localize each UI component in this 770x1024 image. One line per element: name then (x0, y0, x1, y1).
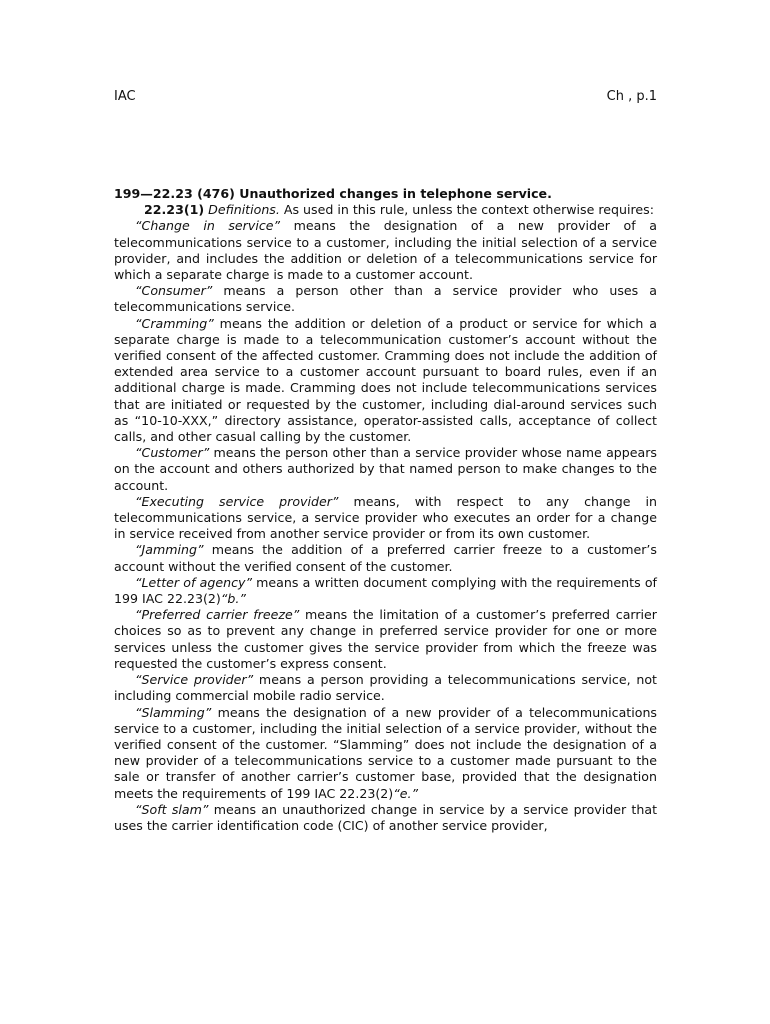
definition-text: means the designation of a new provider of a telecommunications service to a customer, including the initial selection of a service provider, and includes the addition or deletion of a telecommunications service for which a separate charge is made to a customer account. (114, 218, 657, 283)
definition-paragraph (114, 802, 657, 834)
definition-text: means the limitation of a customer’s preferred carrier choices so as to prevent any change in preferred service provider for one or more services unless the customer gives the service provider from which the freeze was requested the customer’s express consent. (114, 607, 657, 671)
rule-title: 199—22.23 (476) Unauthorized changes in telephone service. (114, 186, 552, 201)
definition-paragraph (114, 316, 657, 446)
running-header-right: Ch , p.1 (606, 89, 657, 104)
definition-paragraph (114, 607, 657, 672)
definition-paragraph-ref: “b.” (220, 591, 246, 607)
definition-term: “Preferred carrier freeze” (135, 607, 300, 623)
definition-term: “Executing service provider” (135, 493, 339, 509)
definition-text: means, with respect to any change in telecommunications service, a service provider who executes an order for a change in service received from another service provider or from its own customer. (114, 493, 657, 542)
definition-paragraph (114, 445, 657, 494)
definition-paragraph (114, 494, 657, 543)
definition-term: “Service provider” (135, 672, 254, 688)
rule-body (114, 186, 657, 834)
definition-term: “Slamming” (135, 704, 212, 720)
subrule-number: 22.23(1) (144, 202, 205, 218)
subrule-intro-text: As used in this rule, unless the context otherwise requires: (279, 202, 654, 218)
definition-term: “Jamming” (135, 542, 204, 558)
definition-term: “Customer” (135, 445, 210, 461)
definition-paragraph (114, 218, 657, 283)
definition-paragraph (114, 672, 657, 704)
definition-paragraph (114, 705, 657, 802)
definition-term: “Soft slam” (135, 801, 209, 817)
definition-text: means a person providing a telecommunications service, not including commercial mobile radio service. (114, 672, 657, 704)
definition-paragraph (114, 542, 657, 574)
subrule-heading: Definitions. (208, 202, 280, 218)
definition-text: means the designation of a new provider of a telecommunications service to a customer, including the initial selection of a service provider, without the verified consent of the customer. “Slamming” does not include the designation of a new provider of a telecommunications service to a customer made pursuant to the sale or transfer of another carrier’s customer base, provided that the designation meets the requirements of 199 IAC 22.23(2) (114, 704, 657, 801)
definition-term: “Letter of agency” (135, 574, 252, 590)
definition-text: means the addition of a preferred carrier freeze to a customer’s account without the verified consent of the customer. (114, 542, 657, 574)
definition-paragraph (114, 283, 657, 315)
definition-term: “Change in service” (135, 218, 281, 234)
definition-paragraph-ref: “e.” (393, 785, 419, 801)
subrule-intro (114, 202, 657, 218)
running-header-left: IAC (114, 89, 136, 104)
definition-text: means a person other than a service provider who uses a telecommunications service. (114, 283, 657, 315)
definition-text: means the person other than a service provider whose name appears on the account and others authorized by that named person to make changes to the account. (114, 445, 657, 493)
definition-term: “Cramming” (135, 315, 214, 331)
definition-term: “Consumer” (135, 283, 213, 299)
definition-paragraph (114, 575, 657, 607)
definition-text: means an unauthorized change in service by a service provider that uses the carrier identification code (CIC) of another service provider, (114, 801, 658, 833)
definition-text: means a written document complying with the requirements of 199 IAC 22.23(2) (114, 574, 657, 607)
definition-text: means the addition or deletion of a product or service for which a separate charge is made to a telecommunication customer’s account without the verified consent of the affected customer. Cramming does not include the addition of extended area service to a customer account pursuant to board rules, even if an additional charge is made. Cramming does not include telecommunications services that are initiated or requested by the customer, including dial-around services such as “10-10-XXX,” directory assistance, operator-assisted calls, acceptance of collect calls, and other casual calling by the customer. (114, 315, 657, 445)
